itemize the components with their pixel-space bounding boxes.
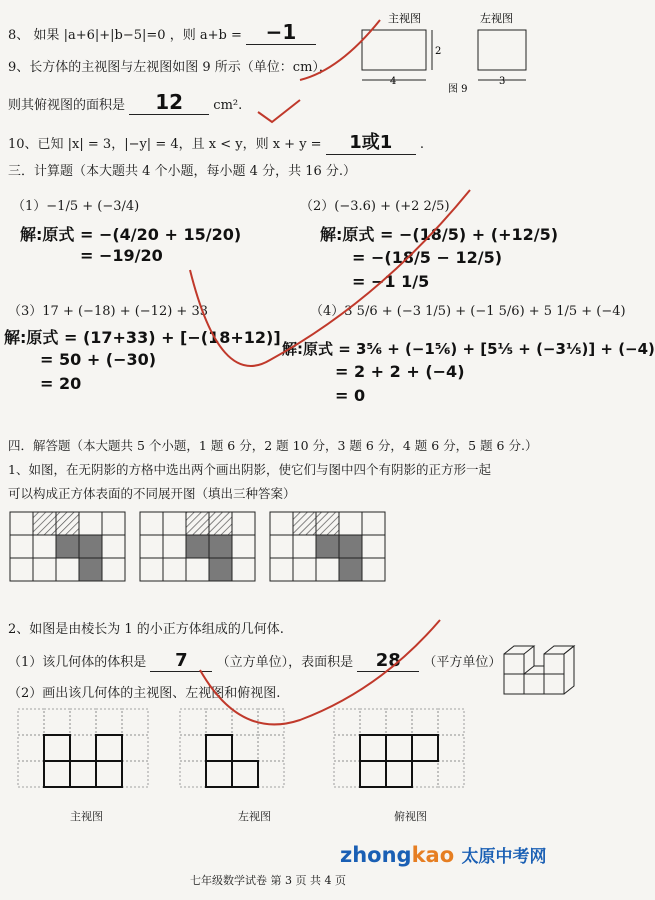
volume-answer: 7: [150, 650, 212, 672]
net-grid-2: [140, 512, 255, 581]
question-10: 10、已知 |x| = 3，|−y| = 4，且 x < y，则 x + y = 1或1 .: [8, 128, 424, 155]
grid-cell[interactable]: [293, 512, 316, 535]
question-9-line2: 则其俯视图的面积是 12 cm².: [8, 90, 243, 114]
dotted-cell: [334, 761, 360, 787]
drawn-view-cell: [360, 761, 386, 787]
front-view-grid: [18, 709, 148, 787]
left-width-label: 3: [499, 76, 506, 87]
dotted-cell: [122, 735, 148, 761]
check-mark-q9: [258, 100, 300, 122]
grid-cell[interactable]: [33, 535, 56, 558]
grid-cell[interactable]: [209, 535, 232, 558]
dotted-cell: [122, 761, 148, 787]
grid-cell[interactable]: [316, 535, 339, 558]
grid-cell[interactable]: [102, 512, 125, 535]
calc-3-work-3: = 20: [40, 374, 82, 393]
front-view-label: 主视图: [70, 810, 103, 823]
grid-cell[interactable]: [293, 558, 316, 581]
grid-cell[interactable]: [10, 512, 33, 535]
grid-cell[interactable]: [232, 512, 255, 535]
grid-cell[interactable]: [140, 535, 163, 558]
calc-1-work-1: 解:原式 = −(4/20 + 15/20): [20, 225, 242, 244]
grid-cell[interactable]: [186, 535, 209, 558]
grid-cell[interactable]: [339, 512, 362, 535]
problem-2-part1: （1）该几何体的体积是 7 （立方单位），表面积是 28 （平方单位）: [8, 650, 502, 671]
dotted-cell: [180, 761, 206, 787]
dotted-cell: [360, 761, 386, 787]
dotted-cell: [360, 709, 386, 735]
grid-cell[interactable]: [33, 558, 56, 581]
q8-expression: |a+6|+|b−5|=0: [63, 28, 166, 43]
grid-cell[interactable]: [79, 558, 102, 581]
dotted-cell: [412, 761, 438, 787]
calc-4-work-2: = 2 + 2 + (−4): [335, 362, 465, 381]
top-view-label: 俯视图: [394, 810, 427, 823]
grid-cell[interactable]: [186, 558, 209, 581]
grid-cell[interactable]: [79, 535, 102, 558]
grid-cell[interactable]: [140, 512, 163, 535]
dotted-cell: [44, 709, 70, 735]
dotted-cell: [438, 735, 464, 761]
dotted-cell: [180, 709, 206, 735]
page-footer: 七年级数学试卷 第 3 页 共 4 页: [190, 874, 346, 887]
grid-cell[interactable]: [362, 558, 385, 581]
cube-solid-figure: [498, 640, 590, 712]
problem-1-line2: 可以构成正方体表面的不同展开图（填出三种答案）: [8, 486, 296, 501]
calc-3-work-2: = 50 + (−30): [40, 350, 157, 369]
grid-cell[interactable]: [102, 535, 125, 558]
calc-4-work-3: = 0: [335, 386, 366, 405]
dotted-cell: [258, 709, 284, 735]
grid-cell[interactable]: [209, 558, 232, 581]
section-4-title: 四．解答题（本大题共 5 个小题，1 题 6 分，2 题 10 分，3 题 6 分，4 题 6 分，5 题 6 分.）: [8, 438, 538, 453]
left-view-grid: [180, 709, 284, 787]
figure-caption: 图 9: [448, 84, 468, 95]
left-view-title: 左视图: [480, 12, 513, 25]
calc-2-problem: （2）(−3.6) + (+2 2/5): [300, 199, 450, 214]
question-8: 8、 如果 |a+6|+|b−5|=0 ，则 a+b = −1: [8, 20, 316, 45]
net-grid-1: [10, 512, 125, 581]
dotted-cell: [232, 761, 258, 787]
dotted-cell: [412, 735, 438, 761]
dotted-cell: [96, 709, 122, 735]
calc-2-work-3: = −1 1/5: [352, 272, 430, 291]
drawn-view-cell: [232, 761, 258, 787]
grid-cell[interactable]: [232, 535, 255, 558]
drawn-view-cell: [206, 735, 232, 761]
drawn-view-cell: [412, 735, 438, 761]
grid-cell[interactable]: [270, 535, 293, 558]
grid-cell[interactable]: [270, 558, 293, 581]
dotted-cell: [180, 735, 206, 761]
grid-cell[interactable]: [163, 558, 186, 581]
drawn-view-cell: [386, 735, 412, 761]
dotted-cell: [360, 735, 386, 761]
dotted-cell: [412, 709, 438, 735]
grid-cell[interactable]: [56, 535, 79, 558]
grid-cell[interactable]: [362, 535, 385, 558]
view-grids: [18, 705, 578, 805]
dotted-cell: [206, 761, 232, 787]
top-view-grid: [334, 709, 464, 787]
drawn-view-cell: [360, 735, 386, 761]
watermark-cn: 太原中考网: [461, 847, 547, 867]
drawn-view-cell: [96, 761, 122, 787]
grid-cell[interactable]: [163, 535, 186, 558]
left-view-rect: [478, 30, 526, 70]
dotted-cell: [334, 709, 360, 735]
dotted-cell: [122, 709, 148, 735]
grid-cell[interactable]: [79, 512, 102, 535]
grid-cell[interactable]: [10, 535, 33, 558]
figure-9: [350, 8, 580, 96]
calc-3-problem: （3）17 + (−18) + (−12) + 33: [8, 304, 208, 319]
dotted-cell: [18, 709, 44, 735]
dotted-cell: [438, 709, 464, 735]
dotted-cell: [44, 761, 70, 787]
question-9-line1: 9、长方体的主视图与左视图如图 9 所示（单位：cm），: [8, 60, 332, 75]
grid-cell[interactable]: [339, 535, 362, 558]
calc-2-work-2: = −(18/5 − 12/5): [352, 248, 503, 267]
problem-1-line1: 1、如图，在无阴影的方格中选出两个画出阴影，使它们与图中四个有阴影的正方形一起: [8, 462, 491, 477]
drawn-view-cell: [70, 761, 96, 787]
main-view-title: 主视图: [388, 12, 421, 25]
dotted-cell: [206, 735, 232, 761]
grid-cell[interactable]: [316, 512, 339, 535]
drawn-view-cell: [44, 735, 70, 761]
dotted-cell: [44, 735, 70, 761]
dotted-cell: [206, 709, 232, 735]
calc-1-work-2: = −19/20: [80, 246, 163, 265]
watermark-latin-1: zhong: [340, 843, 412, 867]
q8-answer: −1: [246, 20, 316, 45]
dotted-cell: [70, 709, 96, 735]
drawn-view-cell: [386, 761, 412, 787]
problem-2-part2: （2）画出该几何体的主视图、左视图和俯视图.: [8, 686, 281, 701]
grid-cell[interactable]: [270, 512, 293, 535]
dotted-cell: [18, 735, 44, 761]
grid-cell[interactable]: [209, 512, 232, 535]
grid-cell[interactable]: [339, 558, 362, 581]
q9-answer: 12: [129, 90, 209, 115]
dotted-cell: [96, 735, 122, 761]
dotted-cell: [386, 761, 412, 787]
dotted-cell: [386, 709, 412, 735]
dotted-cell: [18, 761, 44, 787]
drawn-view-cell: [96, 735, 122, 761]
dotted-cell: [232, 735, 258, 761]
grid-cell[interactable]: [293, 535, 316, 558]
drawn-view-cell: [206, 761, 232, 787]
grid-cell[interactable]: [33, 512, 56, 535]
calc-3-work-1: 解:原式 = (17+33) + [−(18+12)]: [4, 328, 281, 347]
dotted-cell: [258, 735, 284, 761]
grid-cell[interactable]: [140, 558, 163, 581]
grid-cell[interactable]: [186, 512, 209, 535]
section-3-title: 三．计算题（本大题共 4 个小题，每小题 4 分，共 16 分.）: [8, 164, 357, 179]
grid-cell[interactable]: [232, 558, 255, 581]
dotted-cell: [438, 761, 464, 787]
dotted-cell: [70, 761, 96, 787]
grid-cell[interactable]: [163, 512, 186, 535]
watermark-latin-2: kao: [411, 843, 455, 867]
grid-cell[interactable]: [10, 558, 33, 581]
q10-answer: 1或1: [326, 128, 416, 155]
dotted-cell: [96, 761, 122, 787]
height-label: 2: [435, 46, 442, 57]
dotted-cell: [258, 761, 284, 787]
calc-2-work-1: 解:原式 = −(18/5) + (+12/5): [320, 225, 559, 244]
grid-cell[interactable]: [362, 512, 385, 535]
left-view-label: 左视图: [238, 810, 271, 823]
dotted-cell: [232, 709, 258, 735]
grid-cell[interactable]: [316, 558, 339, 581]
net-grid-3: [270, 512, 385, 581]
grid-cell[interactable]: [56, 558, 79, 581]
main-width-label: 4: [390, 76, 397, 87]
calc-1-problem: （1）−1/5 + (−3/4): [12, 199, 140, 214]
dotted-cell: [70, 735, 96, 761]
dotted-cell: [334, 735, 360, 761]
grid-cell[interactable]: [102, 558, 125, 581]
calc-4-work-1: 解:原式 = 3⅚ + (−1⅚) + [5⅕ + (−3⅕)] + (−4): [282, 340, 655, 358]
site-watermark: [340, 842, 546, 867]
grid-cell[interactable]: [56, 512, 79, 535]
dotted-cell: [386, 735, 412, 761]
main-view-rect: [362, 30, 426, 70]
problem-2-title: 2、如图是由棱长为 1 的小正方体组成的几何体.: [8, 622, 284, 637]
surface-area-answer: 28: [357, 650, 419, 672]
net-grids: [10, 512, 590, 582]
drawn-view-cell: [44, 761, 70, 787]
calc-4-problem: （4）3 5/6 + (−3 1/5) + (−1 5/6) + 5 1/5 + (−4): [310, 304, 626, 319]
